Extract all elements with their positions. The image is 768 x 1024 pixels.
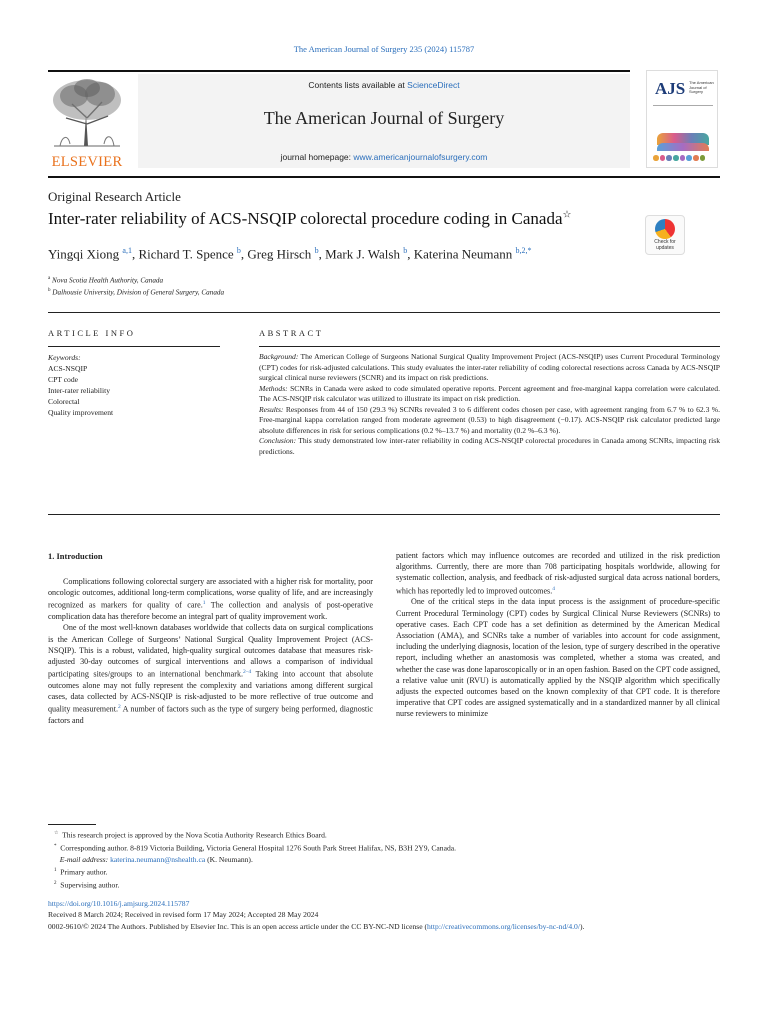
abstract-section-label: Conclusion: bbox=[259, 436, 297, 445]
citation-link[interactable]: 2–4 bbox=[243, 669, 252, 676]
citation-link[interactable]: 2 bbox=[118, 704, 121, 711]
keyword-item[interactable]: ACS-NSQIP bbox=[48, 364, 88, 373]
abstract-section bbox=[259, 352, 720, 384]
body-column-right bbox=[396, 550, 720, 720]
abstract-section-text: Responses from 44 of 150 (29.3 %) SCNRs revealed 3 to 6 different codes chosen per case, with agreement ranging from 6.7 % to 62.3 %. Free-marginal kappa correlation ranged from moderate agreement (0.53) to high disagreement (−0.17). ACS-NSQIP risk calculator predicted large absolute differences in risk for serious complications (0.2 %–13.7 %) and mortality (0.2 %–6.3 %). bbox=[259, 404, 720, 435]
footnote-mark: 1 bbox=[54, 867, 57, 873]
footnote-text: Supervising author. bbox=[60, 880, 120, 890]
abstract-rule bbox=[259, 346, 720, 347]
journal-title: The American Journal of Surgery bbox=[263, 108, 505, 128]
affiliation-key: b bbox=[48, 287, 51, 293]
keyword-item[interactable]: Colorectal bbox=[48, 397, 80, 406]
author-separator: , bbox=[240, 246, 248, 262]
author-separator: , bbox=[318, 246, 326, 262]
body-paragraph bbox=[48, 576, 373, 622]
elsevier-logo[interactable] bbox=[44, 74, 130, 170]
footnote-supervising bbox=[48, 878, 720, 891]
masthead-bottom-rule bbox=[48, 176, 720, 178]
article-title bbox=[48, 209, 572, 229]
affiliation-text: Dalhousie University, Division of General Surgery, Canada bbox=[52, 288, 225, 297]
author-affiliation-mark[interactable]: b bbox=[403, 246, 408, 255]
elsevier-tree-icon bbox=[44, 74, 130, 148]
cover-dots bbox=[653, 155, 713, 161]
footnote-text: This research project is approved by the Nova Scotia Authority Research Ethics Board. bbox=[62, 830, 327, 840]
author-name[interactable]: Katerina Neumann bbox=[413, 246, 513, 262]
journal-homepage-link[interactable]: www.americanjournalofsurgery.com bbox=[353, 152, 488, 162]
body-paragraph bbox=[396, 550, 720, 596]
homepage-line bbox=[138, 152, 630, 162]
cover-title: The American Journal of Surgery bbox=[689, 80, 714, 94]
email-link[interactable]: katerina.neumann@nshealth.ca bbox=[110, 854, 206, 864]
footnote-mark: * bbox=[54, 843, 57, 849]
article-info-heading: ARTICLE INFO bbox=[48, 328, 136, 338]
email-label: E-mail address: bbox=[59, 854, 109, 864]
elsevier-wordmark: ELSEVIER bbox=[51, 154, 123, 170]
keywords-label: Keywords: bbox=[48, 353, 81, 362]
contents-line bbox=[138, 80, 630, 90]
affiliation-text: Nova Scotia Health Authority, Canada bbox=[52, 276, 164, 285]
author-name[interactable]: Greg Hirsch bbox=[247, 246, 312, 262]
affiliation bbox=[48, 274, 224, 286]
abstract-section-label: Methods: bbox=[259, 383, 288, 393]
journal-reference-link[interactable]: The American Journal of Surgery 235 (2024) 115787 bbox=[293, 44, 475, 54]
check-updates-label: Check for updates bbox=[654, 239, 676, 251]
body-paragraph bbox=[396, 596, 720, 719]
introduction-heading: 1. Introduction bbox=[48, 551, 103, 561]
body-text: The collection and analysis of post-operative complication data has therefore become an integral part of quality improvement work. bbox=[48, 601, 373, 622]
body-text: A number of factors such as the type of surgery being performed, diagnostic factors and bbox=[48, 705, 373, 726]
author-separator: , bbox=[407, 246, 414, 262]
body-paragraph bbox=[48, 622, 373, 726]
affiliation-key: a bbox=[48, 276, 51, 281]
abstract-section-label: Background: bbox=[259, 352, 299, 361]
title-footnote-mark[interactable]: ☆ bbox=[562, 209, 572, 221]
author-affiliation-mark[interactable]: b,2,* bbox=[515, 246, 532, 255]
footnote-mark: ☆ bbox=[54, 831, 59, 836]
affiliations bbox=[48, 274, 224, 298]
body-column-left bbox=[48, 576, 373, 727]
abstract-section-text: The American College of Surgeons National Surgical Quality Improvement Project (ACS-NSQIP) uses Current Procedural Terminology (CPT) codes for risk-adjusted calculations. This study evaluates the inter-rater reliability of coding colorectal resections across Canada by ACS-NSQIP surgical clinical nurse reviewers (SCNR) and its impact on risk predictions. bbox=[259, 352, 720, 382]
author-separator: , bbox=[131, 246, 139, 262]
footnote-email bbox=[48, 854, 720, 865]
check-updates-icon bbox=[655, 219, 675, 239]
contents-prefix: Contents lists available at bbox=[308, 80, 408, 90]
author-name[interactable]: Richard T. Spence bbox=[138, 246, 234, 262]
license-suffix: ). bbox=[579, 921, 585, 931]
keyword-item[interactable]: Quality improvement bbox=[48, 408, 114, 417]
body-text: One of the most well-known databases worldwide that collects data on surgical complications is the American College of Surgeons’ National Surgical Quality Improvement Project (ACS-NSQIP). This is a robust, validated, high-quality surgical outcomes database that measures risk-adjusted 30-day outcomes of surgical interventions and allows a comparison of individual participating sites/groups to an international benchmark. bbox=[48, 623, 373, 679]
abstract-section bbox=[259, 384, 720, 405]
abstract-section-text: SCNRs in Canada were asked to code simulated operative reports. Percent agreement and free-marginal kappa correlation were calculated. The ACS-NSQIP risk calculator was utilized to illustrate its impact on risk prediction. bbox=[259, 383, 720, 403]
author-name[interactable]: Mark J. Walsh bbox=[325, 246, 400, 262]
author-affiliation-mark[interactable]: b bbox=[236, 246, 241, 255]
cover-abbrev: AJS bbox=[655, 79, 686, 98]
author-name[interactable]: Yingqi Xiong bbox=[48, 246, 120, 262]
body-text: patient factors which may influence outcomes are recorded and utilized in the risk prediction algorithms. Currently, there are more than 708 participating hospitals worldwide, allowing for systematic collection, analysis, and feedback of risk-adjusted surgical data across national borders, which has reportedly led to improved outcomes. bbox=[396, 551, 720, 596]
masthead-top-rule bbox=[48, 70, 630, 72]
author-affiliation-mark[interactable]: b bbox=[314, 246, 319, 255]
abstract-body bbox=[259, 352, 720, 457]
license-link[interactable]: http://creativecommons.org/licenses/by-nc-nd/4.0/ bbox=[427, 921, 580, 931]
affiliation bbox=[48, 286, 224, 298]
author-list bbox=[48, 246, 532, 262]
footnote-corresponding bbox=[48, 841, 720, 854]
license-prefix: 0002-9610/© 2024 The Authors. Published by Elsevier Inc. This is an open access article under the CC BY-NC-ND license ( bbox=[48, 921, 427, 931]
keywords-block bbox=[48, 352, 218, 418]
footnote-rule bbox=[48, 824, 96, 825]
citation-link[interactable]: 1 bbox=[202, 600, 206, 607]
abstract-section-label: Results: bbox=[259, 404, 284, 414]
abstract-bottom-rule bbox=[48, 514, 720, 515]
footnote-mark: 2 bbox=[54, 880, 57, 886]
footnote-text: Corresponding author. 8-819 Victoria Building, Victoria General Hospital 1276 South Park Street Halifax, NS, B3H 2Y9, Canada. bbox=[60, 843, 457, 853]
sciencedirect-link[interactable]: ScienceDirect bbox=[407, 80, 460, 90]
article-title-text: Inter-rater reliability of ACS-NSQIP colorectal procedure coding in Canada bbox=[48, 209, 563, 228]
journal-cover[interactable] bbox=[646, 70, 718, 168]
homepage-prefix: journal homepage: bbox=[280, 152, 354, 162]
keywords-list bbox=[48, 363, 218, 418]
check-for-updates-badge[interactable] bbox=[645, 215, 685, 255]
email-suffix: (K. Neumann). bbox=[205, 854, 253, 864]
article-info-rule bbox=[48, 346, 220, 347]
author-affiliation-mark[interactable]: a,1 bbox=[122, 246, 132, 255]
body-text: Complications following colorectal surgery are associated with a higher risk for mortality, poor oncologic outcomes, additional long-term complications, worse quality of life, and are increasingly recognized as markers for quality of care. bbox=[48, 577, 373, 611]
footnote-primary bbox=[48, 865, 720, 878]
citation-link[interactable]: 4 bbox=[552, 585, 555, 592]
cover-graphic-arc bbox=[657, 143, 709, 151]
received-dates: Received 8 March 2024; Received in revised form 17 May 2024; Accepted 28 May 2024 bbox=[48, 910, 319, 920]
footnote-text: Primary author. bbox=[60, 867, 108, 877]
abstract-heading: ABSTRACT bbox=[259, 328, 324, 338]
body-text: One of the critical steps in the data input process is the assignment of procedure-specific Current Procedural Terminology (CPT) codes by Surgical Clinical Nurse Reviewers (SCNRs) to operative cases. Each CPT code has a set definition as determined by the American Medical Association (AMA), and SCNRs take a number of variables into account for code assignment, including the underlying diagnosis, location of the lesion, type of surgery described in the operative report, including whether an anastomosis was completed, whether a stoma was created, and whether the case was done laparoscopically or in an open fashion. Based on the CPT code assigned, a relative value unit (RVU) is automatically applied by the NSQIP algorithm which specifically adjusts the expected outcomes based on the known complexity of that CPT code. It is therefore imperative that CPT codes are assigned systematically and in a standardized manner by all clinical nurse reviewers to minimize bbox=[396, 597, 720, 719]
publication-info bbox=[48, 898, 720, 932]
abstract-section-text: This study demonstrated low inter-rater reliability in coding ACS-NSQIP colorectal procedures in Canada among SCNRs, impacting risk predictions. bbox=[259, 436, 720, 456]
doi-link[interactable]: https://doi.org/10.1016/j.amjsurg.2024.115787 bbox=[48, 899, 190, 908]
keyword-item[interactable]: CPT code bbox=[48, 375, 79, 384]
abstract-section bbox=[259, 436, 720, 457]
article-type: Original Research Article bbox=[48, 189, 181, 204]
header-separator-rule bbox=[48, 312, 720, 313]
abstract-section bbox=[259, 405, 720, 437]
cover-rule bbox=[653, 105, 713, 106]
keyword-item[interactable]: Inter-rater reliability bbox=[48, 386, 111, 395]
license-line bbox=[48, 921, 720, 932]
footnotes bbox=[48, 828, 720, 891]
footnote-approval bbox=[48, 828, 720, 841]
body-text: Taking into account that absolute outcomes alone may not fully represent the complexity and variations among different surgical cases, data collected by ACS-NSQIP is risk-adjusted to be more reflective of true outcome and quality measurement. bbox=[48, 669, 373, 715]
